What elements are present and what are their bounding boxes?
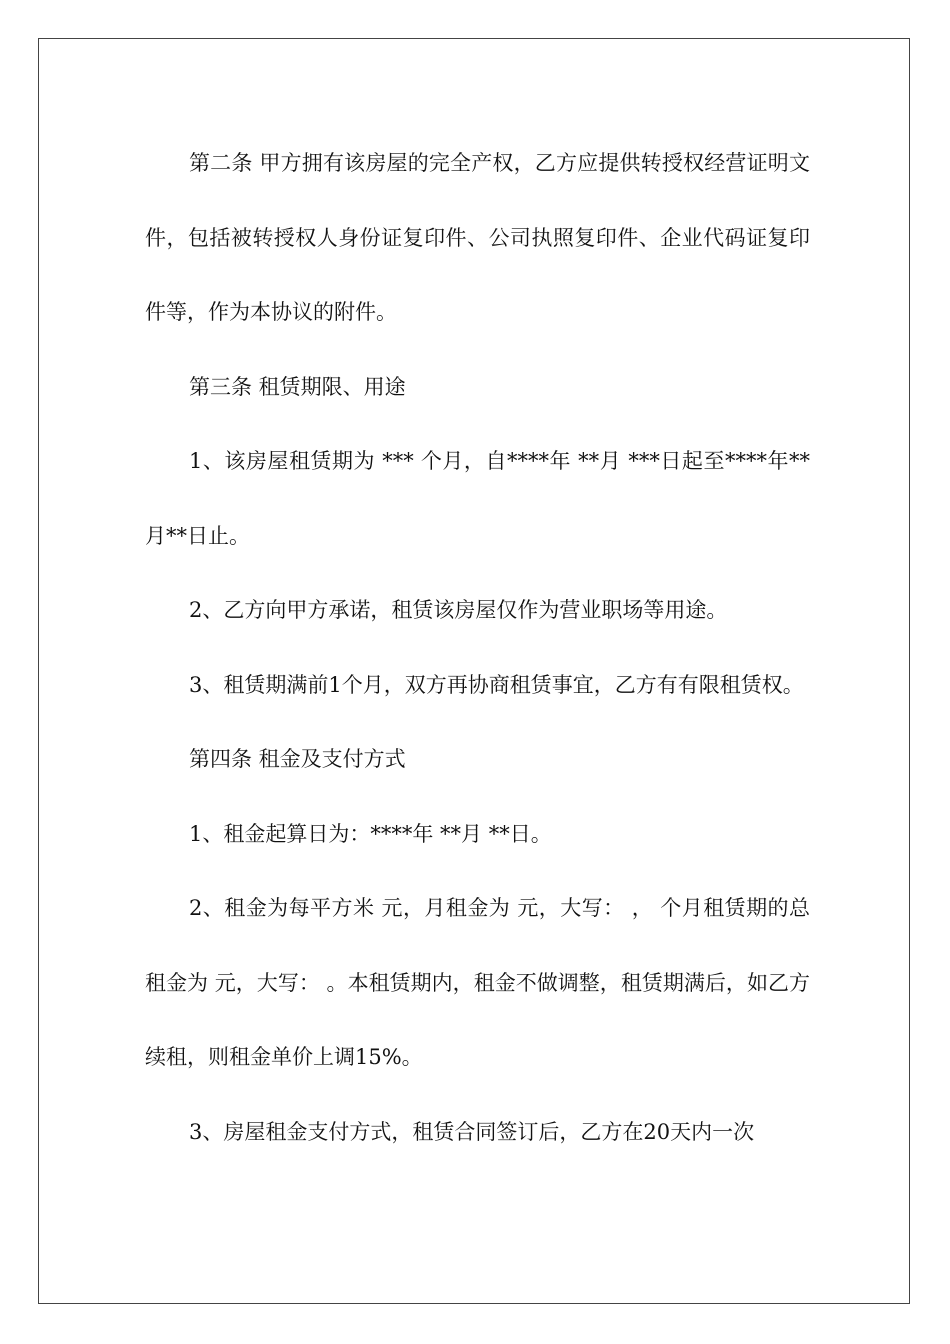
paragraph-lease-term: 1、该房屋租赁期为 *** 个月，自****年 **月 ***日起至****年**月**日止。: [145, 449, 810, 548]
paragraph-payment-method: 3、房屋租金支付方式，租赁合同签订后，乙方在20天内一次: [189, 1119, 755, 1144]
paragraph-lease-purpose: 2、乙方向甲方承诺，租赁该房屋仅作为营业职场等用途。: [189, 598, 728, 622]
heading-article-3: 第三条 租赁期限、用途: [189, 374, 406, 399]
paragraph-rent-start: 1、租金起算日为：****年 **月 **日。: [189, 821, 552, 846]
paragraph-rent-amount: 2、租金为每平方米 元，月租金为 元，大写： ， 个月租赁期的总租金为 元，大写： 。本租赁期内，租金不做调整，租赁期满后，如乙方续租，则租金单价上调15%。: [145, 896, 810, 1069]
document-body: [145, 126, 810, 1169]
paragraph-renewal: 3、租赁期满前1个月，双方再协商租赁事宜，乙方有有限租赁权。: [189, 672, 804, 697]
heading-article-4: 第四条 租金及支付方式: [189, 747, 406, 771]
paragraph-article-2: 第二条 甲方拥有该房屋的完全产权，乙方应提供转授权经营证明文件，包括被转授权人身份证复印件、公司执照复印件、企业代码证复印件等，作为本协议的附件。: [145, 151, 810, 324]
